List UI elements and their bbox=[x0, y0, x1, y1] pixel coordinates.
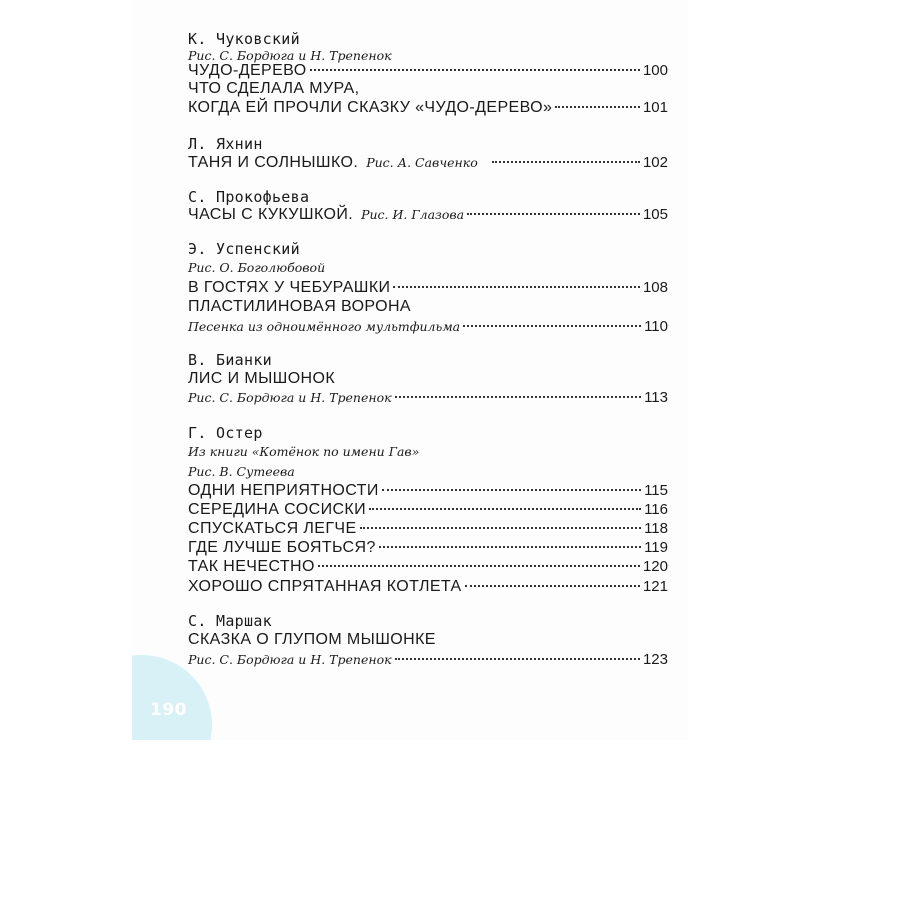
entry-page: 101 bbox=[642, 99, 668, 116]
dot-leader bbox=[393, 286, 640, 288]
dot-leader bbox=[318, 565, 640, 567]
toc-entry[interactable] bbox=[188, 558, 668, 576]
author-name: Э. Успенский bbox=[188, 240, 300, 258]
dot-leader bbox=[310, 69, 640, 71]
toc-entry[interactable] bbox=[188, 520, 668, 538]
entry-page: 120 bbox=[642, 558, 668, 575]
author-name: Г. Остер bbox=[188, 424, 263, 442]
entry-page: 110 bbox=[644, 318, 668, 335]
toc-entry[interactable] bbox=[188, 279, 668, 297]
entry-title: СЕРЕДИНА СОСИСКИ bbox=[188, 501, 367, 518]
toc-entry[interactable] bbox=[188, 578, 668, 596]
illustrator-credit: Рис. О. Боголюбовой bbox=[188, 260, 326, 275]
page-number: 190 bbox=[150, 700, 187, 720]
dot-leader bbox=[467, 213, 640, 215]
toc-entry[interactable] bbox=[188, 539, 668, 557]
illustrator-credit: Рис. С. Бордюга и Н. Трепенок bbox=[188, 652, 392, 667]
toc-entry[interactable] bbox=[188, 154, 668, 172]
dot-leader bbox=[382, 489, 641, 491]
entry-title: КОГДА ЕЙ ПРОЧЛИ СКАЗКУ «ЧУДО-ДЕРЕВО» bbox=[188, 99, 553, 116]
toc-entry[interactable] bbox=[188, 651, 668, 668]
entry-title: ТАК НЕЧЕСТНО bbox=[188, 558, 315, 575]
entry-title: СКАЗКА О ГЛУПОМ МЫШОНКЕ bbox=[188, 631, 436, 648]
source-book: Из книги «Котёнок по имени Гав» bbox=[188, 444, 420, 459]
entry-page: 118 bbox=[644, 520, 668, 537]
dot-leader bbox=[492, 161, 640, 163]
author-name: С. Прокофьева bbox=[188, 188, 310, 206]
dot-leader bbox=[465, 585, 640, 587]
toc-entry[interactable] bbox=[188, 318, 668, 335]
entry-title: ЧАСЫ С КУКУШКОЙ. bbox=[188, 206, 354, 223]
entry-title: ОДНИ НЕПРИЯТНОСТИ bbox=[188, 482, 379, 499]
entry-page: 100 bbox=[642, 62, 668, 79]
entry-title: ЛИС И МЫШОНОК bbox=[188, 370, 336, 387]
illustrator-credit: Рис. А. Савченко bbox=[366, 155, 478, 170]
entry-page: 105 bbox=[642, 206, 668, 223]
author-name: К. Чуковский bbox=[188, 30, 300, 48]
dot-leader bbox=[555, 106, 640, 108]
toc-entry[interactable] bbox=[188, 389, 668, 406]
entry-title: ТАНЯ И СОЛНЫШКО. bbox=[188, 154, 359, 171]
illustrator-credit: Рис. И. Глазова bbox=[361, 207, 465, 222]
entry-title: В ГОСТЯХ У ЧЕБУРАШКИ bbox=[188, 279, 391, 296]
author-name: Л. Яхнин bbox=[188, 135, 263, 153]
dot-leader bbox=[360, 527, 642, 529]
toc-entry[interactable] bbox=[188, 99, 668, 117]
entry-page: 119 bbox=[644, 539, 668, 556]
entry-subtitle: Песенка из одноимённого мультфильма bbox=[188, 319, 461, 334]
illustrator-credit: Рис. С. Бордюга и Н. Трепенок bbox=[188, 48, 392, 63]
toc-entry[interactable] bbox=[188, 482, 668, 500]
toc-entry[interactable] bbox=[188, 501, 668, 519]
dot-leader bbox=[369, 508, 641, 510]
dot-leader bbox=[395, 658, 640, 660]
dot-leader bbox=[379, 546, 641, 548]
entry-page: 123 bbox=[642, 651, 668, 668]
entry-page: 121 bbox=[642, 578, 668, 595]
illustrator-credit: Рис. С. Бордюга и Н. Трепенок bbox=[188, 390, 392, 405]
entry-page: 115 bbox=[644, 482, 668, 499]
entry-page: 116 bbox=[644, 501, 668, 518]
dot-leader bbox=[463, 325, 641, 327]
entry-page: 108 bbox=[642, 279, 668, 296]
entry-title: ГДЕ ЛУЧШЕ БОЯТЬСЯ? bbox=[188, 539, 376, 556]
entry-title: ПЛАСТИЛИНОВАЯ ВОРОНА bbox=[188, 298, 412, 315]
author-name: В. Бианки bbox=[188, 351, 272, 369]
entry-page: 102 bbox=[642, 154, 668, 171]
toc-entry[interactable] bbox=[188, 62, 668, 80]
illustrator-credit: Рис. В. Сутеева bbox=[188, 464, 295, 479]
dot-leader bbox=[395, 396, 641, 398]
entry-title: ХОРОШО СПРЯТАННАЯ КОТЛЕТА bbox=[188, 578, 462, 595]
entry-title: СПУСКАТЬСЯ ЛЕГЧЕ bbox=[188, 520, 357, 537]
entry-title: ЧУДО-ДЕРЕВО bbox=[188, 62, 307, 79]
entry-page: 113 bbox=[644, 389, 668, 406]
entry-title-line1: ЧТО СДЕЛАЛА МУРА, bbox=[188, 80, 360, 97]
author-name: С. Маршак bbox=[188, 612, 272, 630]
toc-entry[interactable] bbox=[188, 206, 668, 224]
